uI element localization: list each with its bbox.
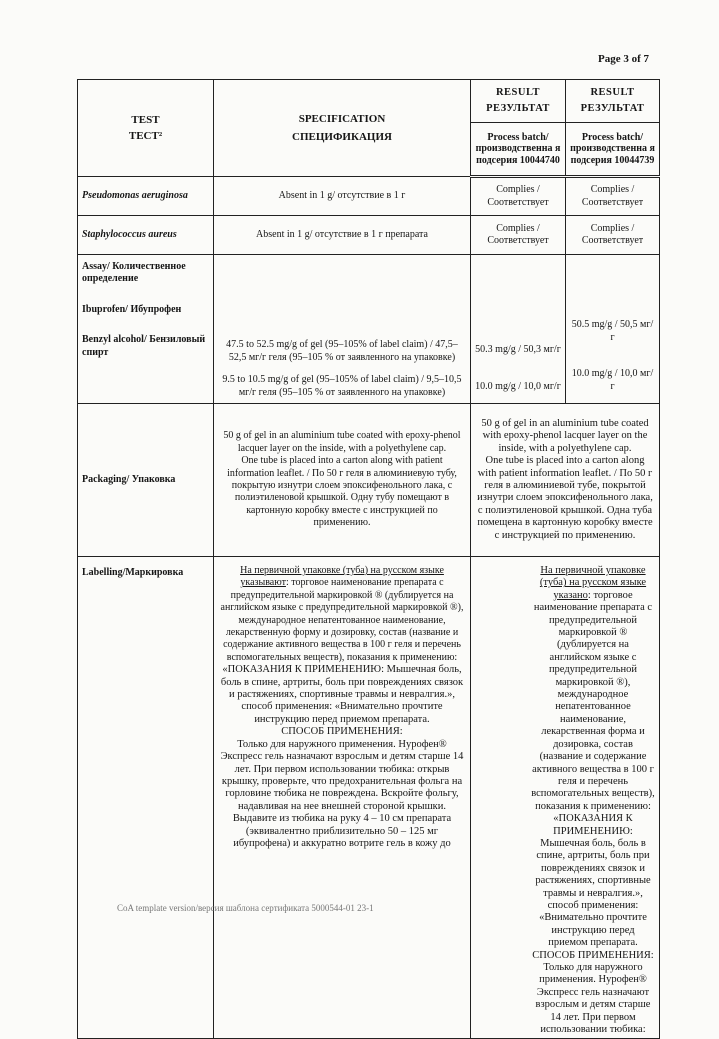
test-name: Staphylococcus aureus (78, 216, 214, 255)
table-row (78, 177, 660, 216)
test-header: TEST ТЕСТ² (78, 80, 214, 177)
labelling-spec: На первичной упаковке (туба) на русском языке указывают: торговое наименование препарата с предупредительной маркировкой ® (дублируется на английском языке с предупредительной маркировкой ®), международное непатентованное наименование, лекарственную форму и дозировку, состав (название и содержание активного вещества в 100 г геля и перечень вспомогательных веществ), показания к применению: «ПОКАЗАНИЯ К ПРИМЕНЕНИЮ: Мышечная боль, боль в спине, артриты, боль при повреждениях связок и растяжениях, спортивные травмы и невралгия.», способ применения: «Внимательно прочтите инструкцию перед приемом препарата. СПОСОБ ПРИМЕНЕНИЯ: Только для наружного применения. Нурофен® Экспресс гель назначают взрослым и детям старше 14 лет. При первом использовании тюбика: открыв крышку, проверьте, что предохранительная фольга на горловине тюбика не повреждена. Вскройте фольгу, надавливая на нее внешней стороной крышки. Выдавите из тюбика на руку 4 – 10 см препарата (эквивалентно приблизительно 50 – 125 мг ибупрофена) и аккуратно вотрите гель в кожу до (214, 557, 471, 1039)
result-cell: Complies / Соответствует (471, 216, 566, 255)
result-cell: Complies / Соответствует (566, 177, 660, 216)
labelling-result: На первичной упаковке (туба) на русском языке указано: торговое наименование препарата с предупредительной маркировкой ® (дублируется на английском языке с предупредительной маркировкой ®), международное непатентованное наименование, лекарственная форма и дозировка, состав (название и содержание активного вещества в 100 г геля и перечень вспомогательных веществ), показания к применению: «ПОКАЗАНИЯ К ПРИМЕНЕНИЮ: Мышечная боль, боль в спине, артриты, боль при повреждениях связок и растяжениях, спортивные травмы и невралгия.», способ применения: «Внимательно прочтите инструкцию перед приемом препарата. СПОСОБ ПРИМЕНЕНИЯ: Только для наружного применения. Нурофен® Экспресс гель назначают взрослым и детям старше 14 лет. При первом использовании тюбика: (471, 557, 660, 1039)
spec-header: SPECIFICATION СПЕЦИФИКАЦИЯ (214, 80, 471, 177)
spec-cell: Absent in 1 g/ отсутствие в 1 г препарата (214, 216, 471, 255)
result-header-2: RESULT РЕЗУЛЬТАТ (566, 80, 660, 123)
table-row (78, 557, 660, 1039)
labelling-result-underlined: На первичной упаковке (туба) на русском языке указано (539, 565, 647, 601)
header-row (78, 80, 660, 123)
assay-result-1: 50.3 mg/g / 50,3 мг/г 10.0 mg/g / 10,0 мг/г (471, 255, 566, 404)
test-name: Labelling/Маркировка (78, 557, 214, 1039)
labelling-spec-underlined: На первичной упаковке (туба) на русском языке указывают (240, 565, 444, 589)
table-row (78, 255, 660, 404)
packaging-spec: 50 g of gel in an aluminium tube coated with epoxy-phenol lacquer layer on the inside, with a polyethylene cap. One tube is placed into a carton along with patient information leaflet. / По 50 г геля в алюминиевую тубу, покрытую изнутри слоем эпоксифенольного лака, с полиэтиленовой крышкой. Одну тубу помещают в картонную коробку вместе с инструкцией по применению. (214, 404, 471, 557)
result-cell: Complies / Соответствует (471, 177, 566, 216)
test-name: Pseudomonas aeruginosa (78, 177, 214, 216)
test-name: Packaging/ Упаковка (78, 404, 214, 557)
spec-cell: Absent in 1 g/ отсутствие в 1 г (214, 177, 471, 216)
batch-2: Process batch/ производственна я подсерия 10044739 (566, 123, 660, 177)
assay-cell: Assay/ Количественное определение Ibuprofen/ Ибупрофен Benzyl alcohol/ Бензиловый спирт (78, 255, 214, 404)
coa-table (77, 79, 660, 1039)
footer-template-version: CoA template version/версия шаблона сертификата 5000544-01 23-1 (117, 903, 374, 913)
table-row (78, 216, 660, 255)
batch-1: Process batch/ производственна я подсерия 10044740 (471, 123, 566, 177)
packaging-result: 50 g of gel in an aluminium tube coated with epoxy-phenol lacquer layer on the inside, with a polyethylene cap. One tube is placed into a carton along with patient information leaflet. / По 50 г геля в алюминиевой тубе, покрытой изнутри слоем эпоксифенольного лака, с полиэтиленовой крышкой. Одна туба помещена в картонную коробку вместе с инструкцией по применению. (471, 404, 660, 557)
page-number: Page 3 of 7 (598, 53, 650, 65)
result-cell: Complies / Соответствует (566, 216, 660, 255)
assay-result-2: 50.5 mg/g / 50,5 мг/г 10.0 mg/g / 10,0 мг/г (566, 255, 660, 404)
result-header-1: RESULT РЕЗУЛЬТАТ (471, 80, 566, 123)
assay-spec-cell: 47.5 to 52.5 mg/g of gel (95–105% of label claim) / 47,5–52,5 мг/г геля (95–105 % от заявленного на упаковке) 9.5 to 10.5 mg/g of gel (95–105% of label claim) / 9,5–10,5 мг/г геля (95–105 % от заявленного на упаковке) (214, 255, 471, 404)
table-row (78, 404, 660, 557)
